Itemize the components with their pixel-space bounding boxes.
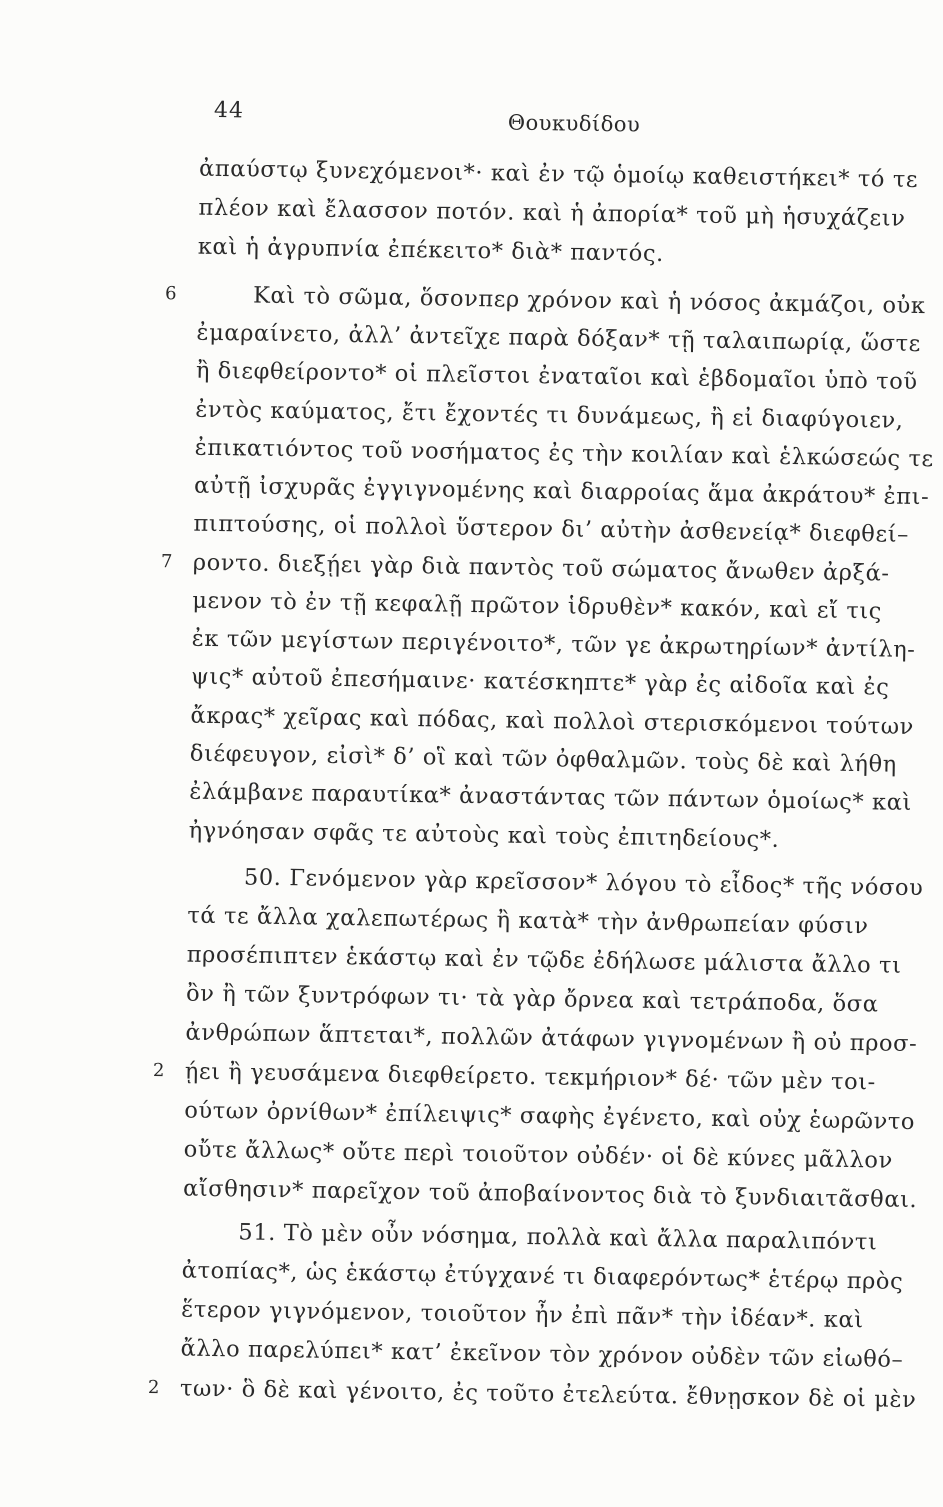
running-head: Θουκυδίδου xyxy=(507,110,641,137)
text-line: μενον τὸ ἐν τῇ κεφαλῇ πρῶτον ἱδρυθὲν* κακόν, καὶ εἴ τις xyxy=(192,587,883,625)
section-number: 2 xyxy=(147,1377,160,1399)
section-number: 2 xyxy=(152,1060,165,1082)
text-line: πλέον καὶ ἔλασσον ποτόν. καὶ ἡ ἀπορία* τοῦ μὴ ἡσυχάζειν xyxy=(198,194,906,232)
text-line: ἀτοπίας*, ὡς ἑκάστῳ ἐτύγχανέ τι διαφερόντως* ἑτέρῳ πρὸς xyxy=(181,1257,904,1295)
section-number: 7 xyxy=(160,551,173,573)
text-line: ἀπαύστῳ ξυνεχόμενοι*· καὶ ἐν τῷ ὁμοίῳ καθειστήκει* τό τε xyxy=(198,155,919,193)
text-line: ροντο. διεξῄει γὰρ διὰ παντὸς τοῦ σώματος ἄνωθεν ἀρξά- xyxy=(192,549,890,587)
text-line: ἐντὸς καύματος, ἔτι ἔχοντές τι δυνάμεως, ἢ εἰ διαφύγοιεν, xyxy=(195,396,904,434)
text-line: ἐλάμβανε παραυτίκα* ἀναστάντας τῶν πάντων ὁμοίως* καὶ xyxy=(189,778,913,816)
text-line: ἄκρας* χεῖρας καὶ πόδας, καὶ πολλοὶ στερισκόμενοι τούτων xyxy=(190,702,915,740)
text-line: τά τε ἄλλα χαλεπωτέρως ἢ κατὰ* τὴν ἀνθρωπείαν φύσιν xyxy=(187,902,869,940)
text-line: προσέπιπτεν ἑκάστῳ καὶ ἐν τῷδε ἐδήλωσε μάλιστα ἄλλο τι xyxy=(186,941,902,979)
text-line: ούτων ὀρνίθων* ἐπίλειψις* σαφὴς ἐγένετο, καὶ οὐχ ἑωρῶντο xyxy=(184,1097,916,1136)
text-line: αἴσθησιν* παρεῖχον τοῦ ἀποβαίνοντος διὰ τὸ ξυνδιαιτᾶσθαι. xyxy=(182,1175,918,1214)
text-line: πιπτούσης, οἱ πολλοὶ ὕστερον δι’ αὐτὴν ἀσθενείᾳ* διεφθεί– xyxy=(193,510,910,548)
text-line: ἄλλο παρελύπει* κατ’ ἐκεῖνον τὸν χρόνον οὐδὲν τῶν εἰωθό– xyxy=(180,1335,904,1373)
text-line: ἠγνόησαν σφᾶς τε αὐτοὺς καὶ τοὺς ἐπιτηδείους*. xyxy=(188,817,780,853)
text-line: ἐπικατιόντος τοῦ νοσήματος ἐς τὴν κοιλίαν καὶ ἑλκώσεώς τε xyxy=(194,434,934,473)
text-line: 50. Γενόμενον γὰρ κρεῖσσον* λόγου τὸ εἶδος* τῆς νόσου xyxy=(243,864,924,902)
text-line: των· ὃ δὲ καὶ γένοιτο, ἐς τοῦτο ἐτελεύτα. ἔθνῃσκον δὲ οἱ μὲν xyxy=(179,1375,917,1414)
text-line: διέφευγον, εἰσὶ* δ’ οἳ καὶ τῶν ὀφθαλμῶν. τοὺς δὲ καὶ λήθη xyxy=(189,740,898,778)
text-line: ἐμαραίνετο, ἀλλ’ ἀντεῖχε παρὰ δόξαν* τῇ ταλαιπωρίᾳ, ὥστε xyxy=(196,319,922,358)
text-line: Καὶ τὸ σῶμα, ὅσονπερ χρόνον καὶ ἡ νόσος ἀκμάζοι, οὐκ xyxy=(252,282,926,320)
text-line: ἕτερον γιγνόμενον, τοιοῦτον ἦν ἐπὶ πᾶν* τὴν ἰδέαν*. καὶ xyxy=(180,1296,864,1334)
text-line: ἢ διεφθείροντο* οἱ πλεῖστοι ἐναταῖοι καὶ ἑβδομαῖοι ὑπὸ τοῦ xyxy=(195,357,918,395)
text-line: ἀνθρώπων ἅπτεται*, πολλῶν ἀτάφων γιγνομένων ἢ οὐ προσ- xyxy=(185,1019,918,1058)
text-line: οὔτε ἄλλως* οὔτε περὶ τοιοῦτον οὐδέν· οἱ δὲ κύνες μᾶλλον xyxy=(183,1136,894,1174)
text-line: ψις* αὐτοῦ ἐπεσήμαινε· κατέσκηπτε* γὰρ ἐς αἰδοῖα καὶ ἐς xyxy=(190,663,890,701)
page-number: 44 xyxy=(213,97,245,124)
text-line: ὂν ἢ τῶν ξυντρόφων τι· τὰ γὰρ ὄρνεα καὶ τετράποδα, ὅσα xyxy=(185,980,879,1018)
text-line: 51. Τὸ μὲν οὖν νόσημα, πολλὰ καὶ ἄλλα παραλιπόντι xyxy=(238,1219,878,1256)
text-line: καὶ ἡ ἀγρυπνία ἐπέκειτο* διὰ* παντός. xyxy=(197,233,665,267)
text-line: αὐτῇ ἰσχυρᾶς ἐγγιγνομένης καὶ διαρροίας ἅμα ἀκράτου* ἐπι- xyxy=(193,472,930,511)
text-line: ἐκ τῶν μεγίστων περιγένοιτο*, τῶν γε ἀκρωτηρίων* ἀντίλη- xyxy=(191,625,916,663)
section-number: 6 xyxy=(164,283,177,305)
text-line: ῄει ἢ γευσάμενα διεφθείρετο. τεκμήριον* δέ· τῶν μὲν τοι- xyxy=(184,1058,877,1096)
